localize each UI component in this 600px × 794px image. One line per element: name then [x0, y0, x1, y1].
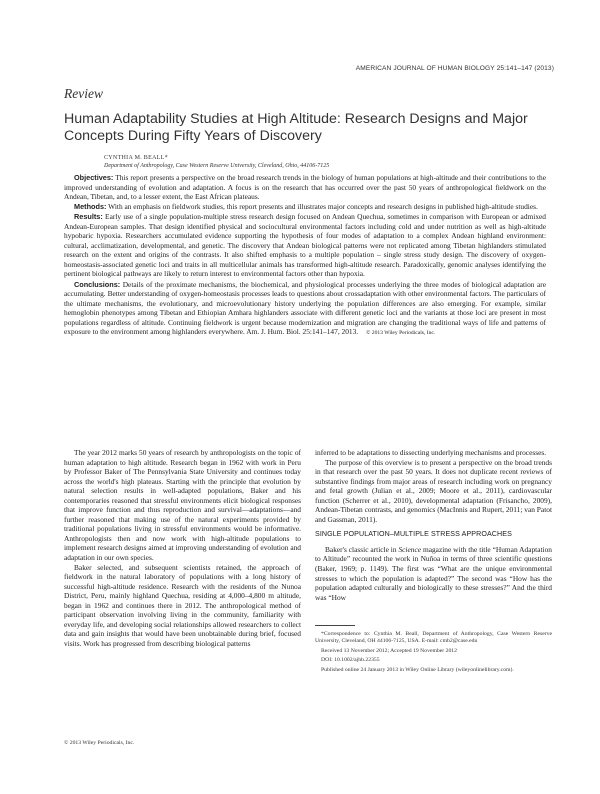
- article-title: Human Adaptability Studies at High Altitude: Research Designs and Major Concepts During Fifty Years of Discovery: [64, 111, 528, 144]
- author-block: [104, 154, 329, 170]
- abstract-copyright: © 2013 Wiley Periodicals, Inc.: [366, 330, 436, 337]
- results-label: Results:: [74, 212, 103, 222]
- body-text: Baker's classic article in: [325, 544, 399, 554]
- journal-running-header: AMERICAN JOURNAL OF HUMAN BIOLOGY 25:141–147 (2013): [355, 65, 554, 72]
- received-note: Received 13 November 2012; Accepted 19 November 2012: [321, 647, 457, 654]
- body-paragraph: inferred to be adaptations to dissecting underlying mechanisms and processes.: [315, 448, 547, 457]
- body-paragraph: The year 2012 marks 50 years of research by anthropologists on the topic of human adaptation to high altitude. Research began in 1962 with work in Peru by Professor Baker of The Pennsylvania State University and continues today across the world's high plateaus. Starting with the principle that evolution by natural selection results in well-adapted populations, Baker and his contemporaries reasoned that stressful environments elicit biological responses that improve function and thus reproduction and survival—adaptations—and further reasoned that making use of the natural experiments provided by traditional populations living in stressful environments would be informative. Anthropologists then and now work with high-altitude populations to implement research designs aimed at improving understanding of evolution and adaptation in our own species.: [64, 448, 301, 563]
- footnotes: [315, 631, 552, 676]
- body-column-left: [64, 448, 301, 648]
- objectives-text: This report presents a perspective on the broad research trends in the biology of human populations at high-altitude and their contributions to the improved understanding of evolution and adaptation. A focus is on the research that has occurred over the past 50 years of anthropological fieldwork on the Andean, Tibetan, and, to a lesser extent, the East African plateaus.: [64, 173, 546, 202]
- conclusions-text: Details of the proximate mechanisms, the biochemical, and physiological processes underlying the three modes of biological adaptation are accumulating. Better understanding of oxygen-homeostasis processes leads to questions about crossadaptation with other environmental factors. The particulars of the ultimate mechanisms, the evolutionary, and microevolutionary history underlying the population differences are also emerging. For example, similar hemoglobin phenotypes among Tibetan and Ethiopian Amhara highlanders associate with different genetic loci and the variants at those loci are present in most populations regardless of altitude. Continuing fieldwork is urgent because modernization and migration are changing the traditional ways of life and patterns of exposure to the environment among highlanders everywhere. Am. J. Hum. Biol. 25:141–147, 2013.: [64, 279, 546, 337]
- abstract-methods: [64, 202, 546, 212]
- footer-copyright: © 2013 Wiley Periodicals, Inc.: [64, 740, 135, 746]
- footnote-divider: [315, 625, 355, 626]
- abstract: [64, 173, 546, 339]
- methods-label: Methods:: [74, 202, 107, 212]
- body-text: magazine with the title “Human Adaptation to Altitude” recounted the work in Nuñoa in terms of three scientific questions (Baker, 1969; p. 1149). The first was “What are the unique environmental stresses to which the population is adapted?” The second was “How has the population adapted culturally and biologically to these stresses?” And the third was “How: [315, 544, 553, 602]
- conclusions-label: Conclusions:: [74, 279, 121, 289]
- author-name: CYNTHIA M. BEALL*: [104, 155, 168, 161]
- abstract-objectives: [64, 173, 546, 202]
- doi-note: DOI: 10.1002/ajhb.22355: [321, 657, 380, 664]
- body-paragraph: [315, 545, 552, 602]
- objectives-label: Objectives:: [74, 173, 114, 182]
- journal-name-italic: Science: [398, 544, 422, 554]
- section-heading: SINGLE POPULATION–MULTIPLE STRESS APPROACHES: [315, 530, 512, 539]
- body-paragraph: Baker selected, and subsequent scientists retained, the approach of fieldwork in the natural laboratory of populations with a long history of successful high-altitude residence. Research with the residents of the Nunoa District, Peru, mainly highland Quechua, residing at 4,000–4,800 m altitude, began in 1962 and continues there in 2012. The anthropological method of participant observation involving living in the community, familiarity with everyday life, and developing social relationships allowed researchers to collect data and gain insights that would have been unobtainable during brief, focused visits. Work has progressed from describing biological patterns: [64, 562, 301, 648]
- author-affiliation: Department of Anthropology, Case Western Reserve University, Cleveland, Ohio, 44106-7125: [104, 163, 330, 169]
- abstract-conclusions: [64, 280, 546, 339]
- article-section-label: Review: [64, 86, 103, 101]
- methods-text: With an emphasis on fieldwork studies, this report presents and illustrates major concepts and research designs in published high-altitude studies.: [106, 202, 538, 212]
- body-paragraph: The purpose of this overview is to present a perspective on the broad trends in that research over the past 50 years. It does not duplicate recent reviews of substantive findings from major areas of research including work on pregnancy and fetal growth (Julian et al., 2009; Moore et al., 2011), cardiovascular function (Scherrer et al., 2010), developmental adaptation (Frisancho, 2009), Andean-Tibetan contrasts, and genomics (MacInnis and Rupert, 2011; van Patot and Gassman, 2011).: [315, 457, 552, 524]
- results-text: Early use of a single population-multiple stress research design focused on Andean Quechua, sometimes in comparison with European or admixed Andean-European samples. That design identified physical and sociocultural environmental factors including cold and under nutrition as well as high-altitude hypobaric hypoxia. Researchers accumulated evidence supporting the hypothesis of four modes of adaptation to a complex Andean highland environment: cultural, acclimatization, developmental, and genetic. The discovery that Andean biological patterns were not replicated among Tibetan highlanders stimulated research on the extent and origins of the contrasts. It also shifted emphasis to a multiple population – single stress study design. The discovery of oxygen-homeostasis-associated genetic loci and traits in all multicellular animals has transformed high-altitude research. Paradoxically, genomic analyses identifying the pertinent biological pathways are likely to return interest to environmental factors other than hypoxia.: [64, 212, 546, 279]
- correspondence-note: *Correspondence to: Cynthia M. Beall, Department of Anthropology, Case Western Reserve University, Cleveland, OH 44106-7125, USA. E-mail: cmb2@case.edu: [315, 631, 552, 645]
- body-column-right: [315, 448, 552, 602]
- abstract-results: [64, 212, 546, 279]
- published-note: Published online 24 January 2013 in Wiley Online Library (wileyonlinelibrary.com).: [321, 666, 514, 673]
